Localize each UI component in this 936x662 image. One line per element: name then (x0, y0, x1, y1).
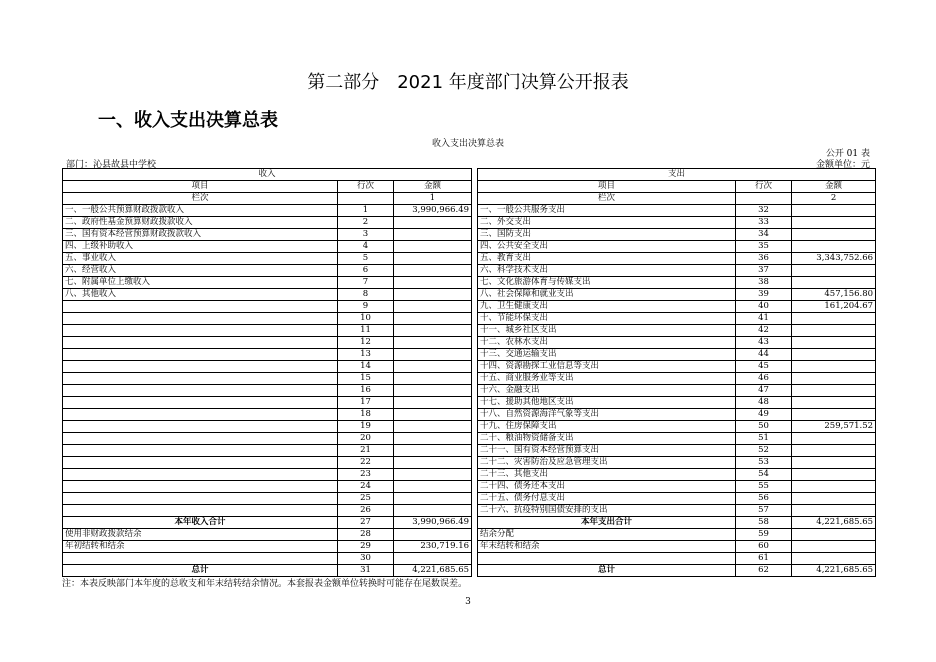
income-rowno-cell: 7 (338, 277, 394, 289)
expense-rowno-cell: 41 (736, 313, 792, 325)
expense-rowno-cell: 35 (736, 241, 792, 253)
expense-amount-cell (792, 481, 876, 493)
table-row (63, 229, 876, 241)
expense-item-cell: 结余分配 (478, 529, 736, 541)
expense-amount-cell (792, 265, 876, 277)
income-rowno-cell: 25 (338, 493, 394, 505)
expense-item-cell: 十八、自然资源海洋气象等支出 (478, 409, 736, 421)
income-rowno-cell: 14 (338, 361, 394, 373)
income-item-cell (63, 301, 338, 313)
income-amount-cell (394, 217, 472, 229)
income-amount-cell (394, 481, 472, 493)
expense-amount-cell (792, 433, 876, 445)
empty-cell (736, 193, 792, 205)
table-row (63, 553, 876, 565)
income-item-cell: 二、政府性基金预算财政拨款收入 (63, 217, 338, 229)
expense-column-label: 栏次 (478, 193, 736, 205)
table-row (63, 253, 876, 265)
table-row (63, 301, 876, 313)
income-rowno-cell: 24 (338, 481, 394, 493)
expense-amount-cell (792, 217, 876, 229)
expense-item-cell: 十六、金融支出 (478, 385, 736, 397)
expense-rowno-cell: 48 (736, 397, 792, 409)
expense-rowno-cell: 39 (736, 289, 792, 301)
expense-amount-cell (792, 541, 876, 553)
table-row (63, 481, 876, 493)
expense-rowno-cell: 57 (736, 505, 792, 517)
table-row (63, 505, 876, 517)
income-item-cell: 总计 (63, 565, 338, 577)
expense-amount-cell: 457,156.80 (792, 289, 876, 301)
expense-rowno-cell: 34 (736, 229, 792, 241)
income-item-cell (63, 493, 338, 505)
expense-amount-cell (792, 373, 876, 385)
income-amount-cell (394, 301, 472, 313)
income-amount-cell (394, 529, 472, 541)
income-amount-cell (394, 445, 472, 457)
header-row-column-labels (63, 193, 876, 205)
expense-rowno-cell: 59 (736, 529, 792, 541)
table-row (63, 457, 876, 469)
expense-amount-cell (792, 205, 876, 217)
expense-rowno-cell: 33 (736, 217, 792, 229)
income-amount-cell (394, 337, 472, 349)
expense-rowno-cell: 60 (736, 541, 792, 553)
expense-rowno-cell: 55 (736, 481, 792, 493)
expense-item-cell: 九、卫生健康支出 (478, 301, 736, 313)
income-item-cell: 三、国有资本经营预算财政拨款收入 (63, 229, 338, 241)
income-item-cell (63, 433, 338, 445)
income-amount-cell (394, 505, 472, 517)
income-rowno-header: 行次 (338, 181, 394, 193)
table-row (63, 541, 876, 553)
department-label: 部门：沁县故县中学校 (66, 160, 157, 170)
form-code: 公开 01 表 (825, 149, 870, 159)
expense-item-cell: 二十三、其他支出 (478, 469, 736, 481)
income-amount-cell (394, 253, 472, 265)
income-rowno-cell: 26 (338, 505, 394, 517)
table-row (63, 265, 876, 277)
income-item-cell (63, 469, 338, 481)
expense-item-cell: 十七、援助其他地区支出 (478, 397, 736, 409)
income-item-cell (63, 505, 338, 517)
income-item-cell: 使用非财政拨款结余 (63, 529, 338, 541)
expense-item-cell: 五、教育支出 (478, 253, 736, 265)
section-title: 一、收入支出决算总表 (98, 110, 278, 131)
expense-amount-cell (792, 445, 876, 457)
income-rowno-cell: 18 (338, 409, 394, 421)
income-expense-table (62, 168, 876, 577)
expense-amount-cell (792, 493, 876, 505)
income-item-cell: 五、事业收入 (63, 253, 338, 265)
income-rowno-cell: 9 (338, 301, 394, 313)
expense-item-cell: 二十四、债务还本支出 (478, 481, 736, 493)
table-row (63, 469, 876, 481)
income-item-cell: 四、上级补助收入 (63, 241, 338, 253)
expense-rowno-cell: 43 (736, 337, 792, 349)
expense-amount-cell (792, 349, 876, 361)
expense-rowno-cell: 44 (736, 349, 792, 361)
income-rowno-cell: 10 (338, 313, 394, 325)
expense-header: 支出 (478, 169, 876, 181)
income-amount-cell (394, 553, 472, 565)
income-amount-cell (394, 229, 472, 241)
expense-item-cell: 二十五、债务付息支出 (478, 493, 736, 505)
income-rowno-cell: 29 (338, 541, 394, 553)
expense-item-cell: 年末结转和结余 (478, 541, 736, 553)
table-row (63, 409, 876, 421)
expense-rowno-cell: 50 (736, 421, 792, 433)
expense-rowno-cell: 42 (736, 325, 792, 337)
income-item-cell (63, 325, 338, 337)
expense-rowno-cell: 53 (736, 457, 792, 469)
income-item-cell: 八、其他收入 (63, 289, 338, 301)
expense-item-cell: 十三、交通运输支出 (478, 349, 736, 361)
income-amount-cell (394, 313, 472, 325)
income-item-cell: 本年收入合计 (63, 517, 338, 529)
expense-rowno-cell: 45 (736, 361, 792, 373)
income-rowno-cell: 30 (338, 553, 394, 565)
income-item-cell (63, 553, 338, 565)
income-amount-cell (394, 493, 472, 505)
expense-item-cell: 三、国防支出 (478, 229, 736, 241)
expense-item-cell: 十五、商业服务业等支出 (478, 373, 736, 385)
expense-amount-cell (792, 385, 876, 397)
expense-amount-cell (792, 553, 876, 565)
income-amount-cell: 3,990,966.49 (394, 517, 472, 529)
expense-rowno-cell: 46 (736, 373, 792, 385)
expense-item-cell: 二十、粮油物资储备支出 (478, 433, 736, 445)
expense-rowno-cell: 49 (736, 409, 792, 421)
income-rowno-cell: 16 (338, 385, 394, 397)
expense-item-cell: 十九、住房保障支出 (478, 421, 736, 433)
income-rowno-cell: 17 (338, 397, 394, 409)
expense-item-cell: 十四、资源勘探工业信息等支出 (478, 361, 736, 373)
unit-label: 金额单位：元 (815, 160, 870, 170)
expense-amount-cell (792, 277, 876, 289)
income-rowno-cell: 12 (338, 337, 394, 349)
income-amount-cell (394, 241, 472, 253)
expense-rowno-cell: 61 (736, 553, 792, 565)
expense-amount-cell: 4,221,685.65 (792, 565, 876, 577)
income-item-cell (63, 445, 338, 457)
expense-item-cell: 本年支出合计 (478, 517, 736, 529)
empty-cell (338, 193, 394, 205)
expense-rowno-cell: 52 (736, 445, 792, 457)
table-row (63, 289, 876, 301)
income-rowno-cell: 8 (338, 289, 394, 301)
income-header: 收入 (63, 169, 472, 181)
income-amount-cell: 230,719.16 (394, 541, 472, 553)
income-rowno-cell: 19 (338, 421, 394, 433)
expense-rowno-cell: 40 (736, 301, 792, 313)
income-rowno-cell: 11 (338, 325, 394, 337)
income-amount-cell: 4,221,685.65 (394, 565, 472, 577)
income-item-cell: 一、一般公共预算财政拨款收入 (63, 205, 338, 217)
expense-rowno-cell: 51 (736, 433, 792, 445)
expense-rowno-header: 行次 (736, 181, 792, 193)
expense-item-cell: 十二、农林水支出 (478, 337, 736, 349)
table-row (63, 493, 876, 505)
table-row (63, 565, 876, 577)
expense-item-cell: 总计 (478, 565, 736, 577)
expense-item-cell: 十一、城乡社区支出 (478, 325, 736, 337)
income-rowno-cell: 13 (338, 349, 394, 361)
expense-amount-cell (792, 337, 876, 349)
income-amount-cell (394, 385, 472, 397)
income-amount-cell (394, 265, 472, 277)
income-amount-cell (394, 409, 472, 421)
table-row (63, 517, 876, 529)
table-row (63, 385, 876, 397)
income-amount-cell (394, 421, 472, 433)
header-row-columns (63, 181, 876, 193)
income-rowno-cell: 2 (338, 217, 394, 229)
expense-item-cell: 七、文化旅游体育与传媒支出 (478, 277, 736, 289)
expense-amount-header: 金额 (792, 181, 876, 193)
income-rowno-cell: 23 (338, 469, 394, 481)
table-row (63, 205, 876, 217)
income-item-cell (63, 385, 338, 397)
income-amount-cell (394, 289, 472, 301)
income-amount-header: 金额 (394, 181, 472, 193)
income-rowno-cell: 20 (338, 433, 394, 445)
income-rowno-cell: 3 (338, 229, 394, 241)
expense-amount-cell: 4,221,685.65 (792, 517, 876, 529)
income-amount-cell (394, 457, 472, 469)
income-amount-cell (394, 433, 472, 445)
income-rowno-cell: 1 (338, 205, 394, 217)
expense-item-cell: 十、节能环保支出 (478, 313, 736, 325)
expense-amount-cell: 161,204.67 (792, 301, 876, 313)
table-row (63, 217, 876, 229)
expense-rowno-cell: 38 (736, 277, 792, 289)
table-row (63, 361, 876, 373)
page-title: 第二部分 2021 年度部门决算公开报表 (307, 72, 629, 93)
header-row-sections (63, 169, 876, 181)
expense-item-cell: 二、外交支出 (478, 217, 736, 229)
income-rowno-cell: 21 (338, 445, 394, 457)
income-amount-cell (394, 277, 472, 289)
expense-amount-cell: 259,571.52 (792, 421, 876, 433)
income-item-cell (63, 373, 338, 385)
expense-item-cell: 二十二、灾害防治及应急管理支出 (478, 457, 736, 469)
income-item-cell (63, 421, 338, 433)
table-row (63, 337, 876, 349)
expense-amount-cell (792, 505, 876, 517)
expense-column-number: 2 (792, 193, 876, 205)
table-body (63, 205, 876, 577)
table-row (63, 373, 876, 385)
income-rowno-cell: 4 (338, 241, 394, 253)
expense-rowno-cell: 37 (736, 265, 792, 277)
expense-amount-cell (792, 229, 876, 241)
income-item-header: 项目 (63, 181, 338, 193)
income-rowno-cell: 5 (338, 253, 394, 265)
expense-rowno-cell: 54 (736, 469, 792, 481)
income-item-cell (63, 313, 338, 325)
expense-amount-cell (792, 361, 876, 373)
income-item-cell (63, 409, 338, 421)
expense-amount-cell (792, 457, 876, 469)
table-row (63, 325, 876, 337)
table-caption: 收入支出决算总表 (431, 139, 504, 149)
expense-rowno-cell: 32 (736, 205, 792, 217)
income-item-cell (63, 481, 338, 493)
income-amount-cell (394, 397, 472, 409)
expense-rowno-cell: 36 (736, 253, 792, 265)
expense-amount-cell (792, 397, 876, 409)
income-amount-cell (394, 361, 472, 373)
income-item-cell: 七、附属单位上缴收入 (63, 277, 338, 289)
expense-item-cell: 二十六、抗疫特别国债安排的支出 (478, 505, 736, 517)
expense-amount-cell (792, 469, 876, 481)
income-rowno-cell: 28 (338, 529, 394, 541)
income-item-cell (63, 349, 338, 361)
income-rowno-cell: 27 (338, 517, 394, 529)
expense-amount-cell (792, 325, 876, 337)
expense-rowno-cell: 62 (736, 565, 792, 577)
income-rowno-cell: 22 (338, 457, 394, 469)
income-amount-cell: 3,990,966.49 (394, 205, 472, 217)
expense-item-cell: 二十一、国有资本经营预算支出 (478, 445, 736, 457)
expense-item-cell (478, 553, 736, 565)
table-row (63, 433, 876, 445)
expense-rowno-cell: 58 (736, 517, 792, 529)
income-item-cell (63, 361, 338, 373)
income-amount-cell (394, 349, 472, 361)
table-row (63, 445, 876, 457)
table-row (63, 349, 876, 361)
page-number: 3 (465, 597, 471, 607)
expense-amount-cell: 3,343,752.66 (792, 253, 876, 265)
expense-amount-cell (792, 241, 876, 253)
table-row (63, 313, 876, 325)
income-column-number: 1 (394, 193, 472, 205)
expense-amount-cell (792, 409, 876, 421)
expense-item-cell: 八、社会保障和就业支出 (478, 289, 736, 301)
expense-rowno-cell: 56 (736, 493, 792, 505)
footnote: 注：本表反映部门本年度的总收支和年末结转结余情况。本套报表金额单位转换时可能存在尾数误差。 (62, 579, 468, 589)
income-amount-cell (394, 469, 472, 481)
expense-amount-cell (792, 529, 876, 541)
table-row (63, 397, 876, 409)
table-row (63, 421, 876, 433)
income-rowno-cell: 31 (338, 565, 394, 577)
income-item-cell (63, 457, 338, 469)
expense-rowno-cell: 47 (736, 385, 792, 397)
income-rowno-cell: 6 (338, 265, 394, 277)
income-amount-cell (394, 373, 472, 385)
expense-item-cell: 六、科学技术支出 (478, 265, 736, 277)
expense-item-header: 项目 (478, 181, 736, 193)
income-item-cell (63, 397, 338, 409)
income-amount-cell (394, 325, 472, 337)
income-item-cell (63, 337, 338, 349)
income-rowno-cell: 15 (338, 373, 394, 385)
table-row (63, 277, 876, 289)
expense-item-cell: 四、公共安全支出 (478, 241, 736, 253)
income-item-cell: 年初结转和结余 (63, 541, 338, 553)
income-column-label: 栏次 (63, 193, 338, 205)
income-item-cell: 六、经营收入 (63, 265, 338, 277)
expense-amount-cell (792, 313, 876, 325)
table-row (63, 241, 876, 253)
expense-item-cell: 一、一般公共服务支出 (478, 205, 736, 217)
table-row (63, 529, 876, 541)
